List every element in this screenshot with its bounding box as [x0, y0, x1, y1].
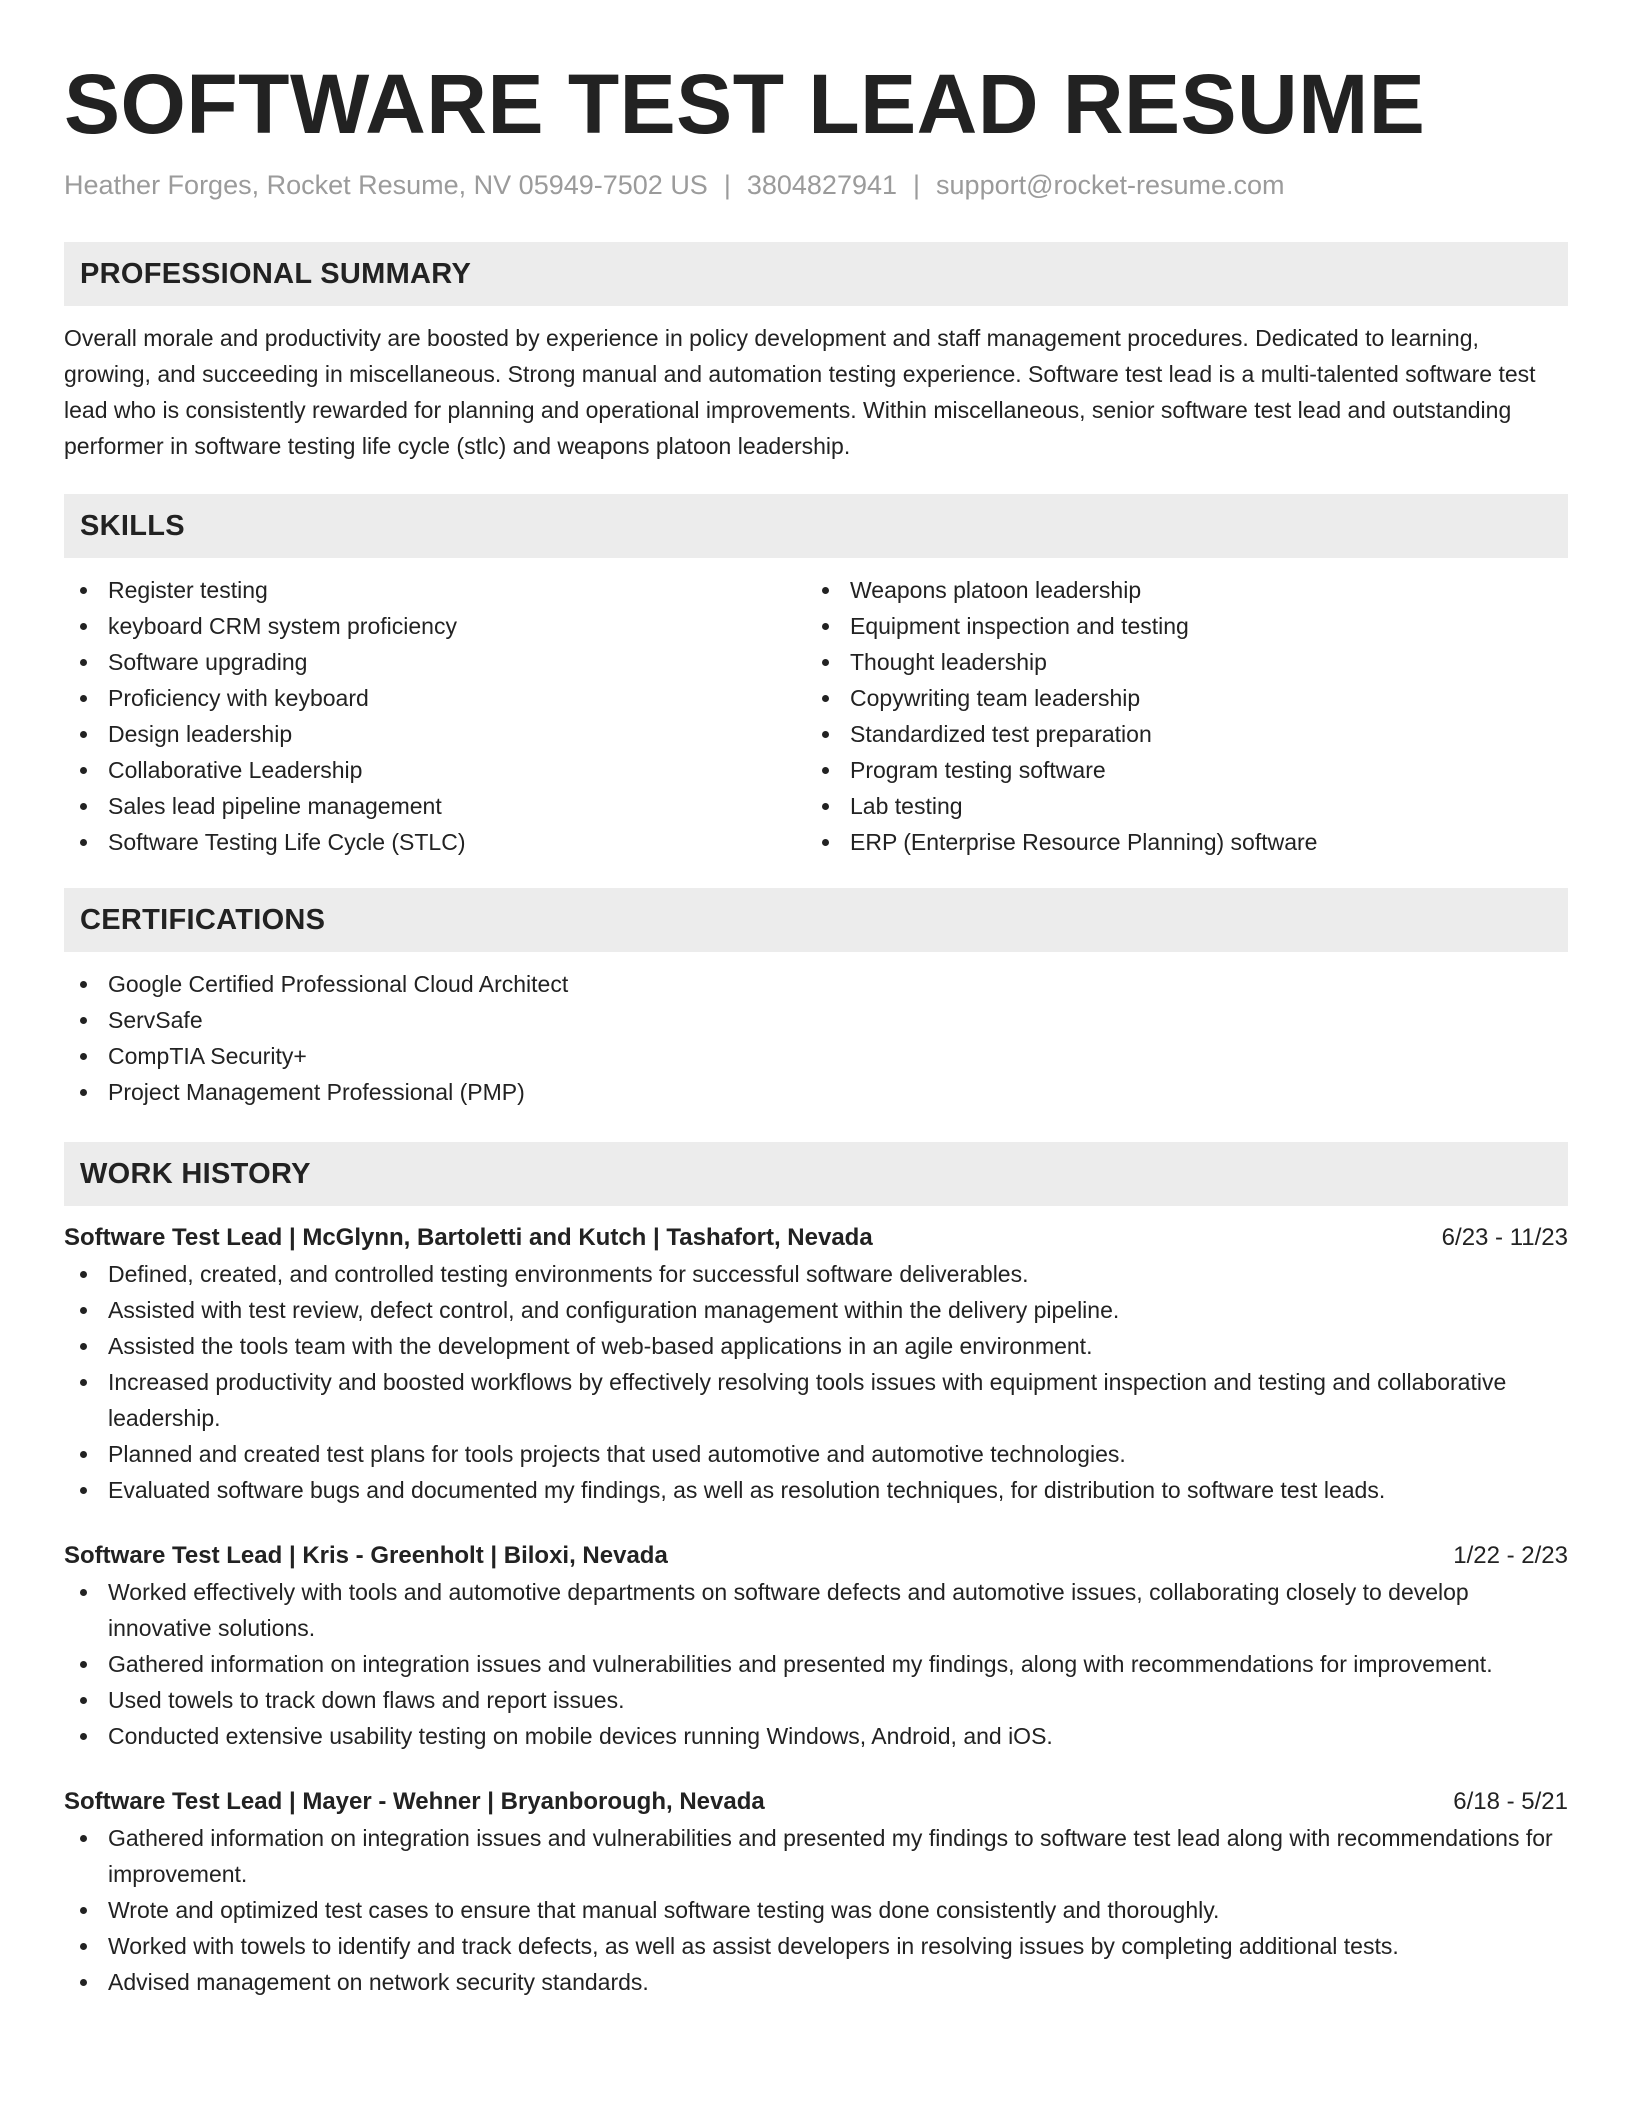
skill-item: Equipment inspection and testing [806, 608, 1548, 644]
skill-item: Sales lead pipeline management [64, 788, 806, 824]
certifications-heading: CERTIFICATIONS [64, 888, 1568, 952]
contact-line [64, 168, 1568, 202]
skill-item: Collaborative Leadership [64, 752, 806, 788]
skill-item: Copywriting team leadership [806, 680, 1548, 716]
summary-heading: PROFESSIONAL SUMMARY [64, 242, 1568, 306]
job-bullet: Wrote and optimized test cases to ensure that manual software testing was done consistently and thoroughly. [64, 1892, 1568, 1928]
skills-heading: SKILLS [64, 494, 1568, 558]
skill-item: Design leadership [64, 716, 806, 752]
job-bullet: Advised management on network security standards. [64, 1964, 1568, 2000]
job-bullet: Planned and created test plans for tools projects that used automotive and automotive technologies. [64, 1436, 1568, 1472]
contact-phone: 3804827941 [746, 170, 898, 200]
job-bullet: Used towels to track down flaws and report issues. [64, 1682, 1568, 1718]
certification-item: CompTIA Security+ [64, 1038, 1568, 1074]
skill-item: Weapons platoon leadership [806, 572, 1548, 608]
job-bullets [64, 1574, 1568, 1754]
job-entry [64, 1220, 1568, 1508]
certification-item: Google Certified Professional Cloud Architect [64, 966, 1568, 1002]
skill-item: Register testing [64, 572, 806, 608]
job-bullet: Gathered information on integration issues and vulnerabilities and presented my findings, along with recommendations for improvement. [64, 1646, 1568, 1682]
job-header [64, 1220, 1568, 1256]
contact-separator: | [913, 170, 921, 200]
job-title: Software Test Lead | Kris - Greenholt | Biloxi, Nevada [64, 1542, 668, 1569]
contact-email: support@rocket-resume.com [936, 170, 1285, 200]
certifications-list [64, 966, 1568, 1110]
skill-item: keyboard CRM system proficiency [64, 608, 806, 644]
skills-column-right [806, 572, 1548, 860]
job-bullet: Conducted extensive usability testing on mobile devices running Windows, Android, and iOS. [64, 1718, 1568, 1754]
job-bullet: Worked effectively with tools and automotive departments on software defects and automotive issues, collaborating closely to develop innovative solutions. [64, 1574, 1568, 1646]
job-bullet: Gathered information on integration issues and vulnerabilities and presented my findings to software test lead along with recommendations for improvement. [64, 1820, 1568, 1892]
job-dates: 6/23 - 11/23 [1441, 1224, 1568, 1251]
job-bullet: Defined, created, and controlled testing environments for successful software deliverables. [64, 1256, 1568, 1292]
job-entry [64, 1784, 1568, 2000]
job-bullet: Assisted the tools team with the development of web-based applications in an agile environment. [64, 1328, 1568, 1364]
job-header [64, 1538, 1568, 1574]
skills-list-right [806, 572, 1548, 860]
skill-item: ERP (Enterprise Resource Planning) software [806, 824, 1548, 860]
contact-address: Heather Forges, Rocket Resume, NV 05949-7502 US [64, 170, 708, 200]
contact-separator: | [723, 170, 731, 200]
job-bullet: Increased productivity and boosted workflows by effectively resolving tools issues with equipment inspection and testing and collaborative leadership. [64, 1364, 1568, 1436]
job-header [64, 1784, 1568, 1820]
skills-column-left [64, 572, 806, 860]
skills-grid [64, 572, 1568, 860]
resume-page [64, 0, 1568, 2000]
job-bullets [64, 1256, 1568, 1508]
certification-item: ServSafe [64, 1002, 1568, 1038]
skill-item: Standardized test preparation [806, 716, 1548, 752]
certification-item: Project Management Professional (PMP) [64, 1074, 1568, 1110]
job-bullets [64, 1820, 1568, 2000]
job-dates: 1/22 - 2/23 [1453, 1542, 1568, 1569]
job-title: Software Test Lead | Mayer - Wehner | Bryanborough, Nevada [64, 1788, 765, 1815]
skill-item: Lab testing [806, 788, 1548, 824]
skills-list-left [64, 572, 806, 860]
job-bullet: Evaluated software bugs and documented my findings, as well as resolution techniques, for distribution to software test leads. [64, 1472, 1568, 1508]
skill-item: Program testing software [806, 752, 1548, 788]
resume-title: SOFTWARE TEST LEAD RESUME [64, 57, 1426, 151]
work-history-heading: WORK HISTORY [64, 1142, 1568, 1206]
skill-item: Software upgrading [64, 644, 806, 680]
skill-item: Software Testing Life Cycle (STLC) [64, 824, 806, 860]
job-dates: 6/18 - 5/21 [1453, 1788, 1568, 1815]
summary-text: Overall morale and productivity are boosted by experience in policy development and staff management procedures. Dedicated to learning, growing, and succeeding in miscellaneous. Strong manual and automation testing experience. Software test lead is a multi-talented software test lead who is consistently rewarded for planning and operational improvements. Within miscellaneous, senior software test lead and outstanding performer in software testing life cycle (stlc) and weapons platoon leadership. [64, 325, 1536, 459]
job-bullet: Worked with towels to identify and track defects, as well as assist developers in resolving issues by completing additional tests. [64, 1928, 1568, 1964]
skill-item: Proficiency with keyboard [64, 680, 806, 716]
job-bullet: Assisted with test review, defect control, and configuration management within the delivery pipeline. [64, 1292, 1568, 1328]
job-entry [64, 1538, 1568, 1754]
skill-item: Thought leadership [806, 644, 1548, 680]
job-title: Software Test Lead | McGlynn, Bartoletti and Kutch | Tashafort, Nevada [64, 1224, 873, 1251]
